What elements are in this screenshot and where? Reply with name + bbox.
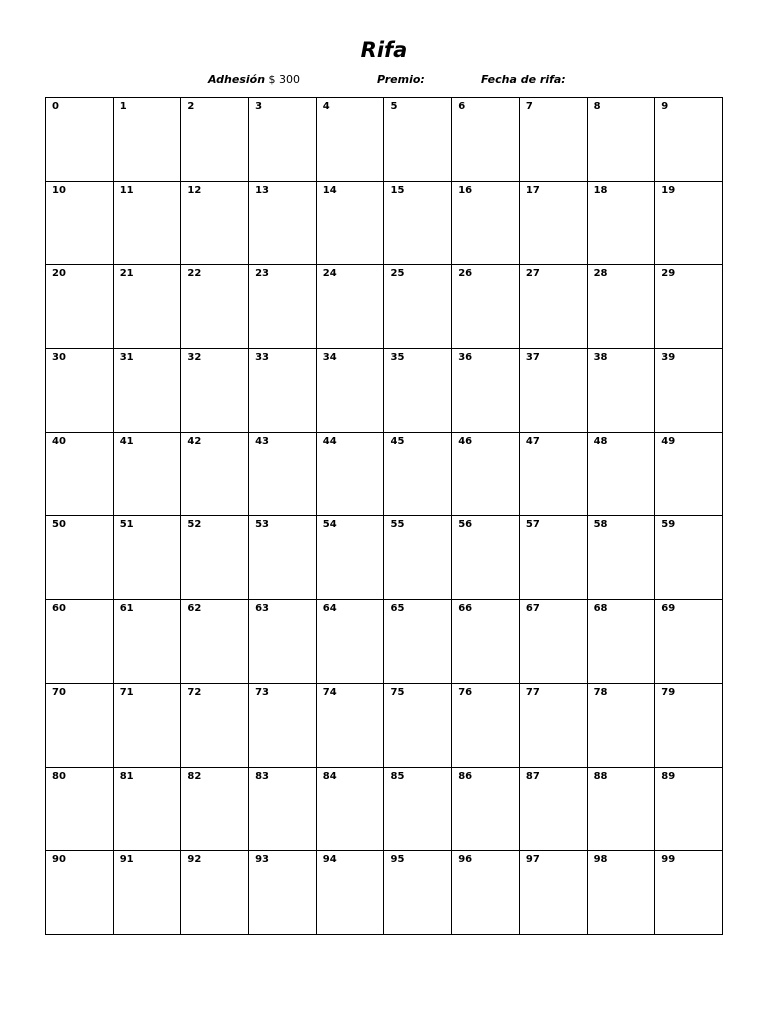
raffle-number: 64 (322, 603, 337, 615)
raffle-cell (181, 433, 249, 517)
raffle-number: 37 (525, 352, 540, 364)
raffle-number: 31 (119, 352, 134, 364)
fecha-info (481, 72, 566, 88)
raffle-number: 91 (119, 854, 134, 866)
raffle-cell (114, 265, 182, 349)
raffle-number: 69 (661, 603, 676, 615)
raffle-cell (46, 516, 114, 600)
raffle-number: 97 (525, 854, 540, 866)
raffle-cell (317, 851, 385, 935)
raffle-cell (317, 600, 385, 684)
raffle-number: 8 (593, 101, 601, 112)
raffle-number: 9 (661, 101, 669, 112)
raffle-cell (588, 600, 656, 684)
raffle-cell (249, 851, 317, 935)
raffle-number: 32 (187, 352, 202, 364)
raffle-cell (181, 684, 249, 768)
raffle-cell (46, 265, 114, 349)
raffle-number: 10 (52, 184, 66, 196)
raffle-number: 63 (255, 603, 270, 615)
raffle-cell (384, 684, 452, 768)
raffle-cell (588, 516, 656, 600)
raffle-cell (249, 182, 317, 266)
raffle-cell (655, 182, 723, 266)
raffle-number: 93 (255, 854, 270, 866)
raffle-cell (655, 516, 723, 600)
raffle-cell (520, 768, 588, 852)
raffle-cell (181, 851, 249, 935)
raffle-number: 80 (52, 770, 66, 782)
raffle-number: 71 (119, 686, 134, 698)
raffle-cell (655, 600, 723, 684)
raffle-cell (655, 768, 723, 852)
raffle-cell (46, 98, 114, 182)
raffle-cell (384, 433, 452, 517)
raffle-cell (317, 684, 385, 768)
raffle-number: 98 (593, 854, 608, 866)
raffle-number: 20 (52, 268, 66, 280)
raffle-cell (114, 768, 182, 852)
raffle-number: 26 (458, 268, 473, 280)
raffle-number: 13 (255, 184, 270, 196)
raffle-number: 25 (390, 268, 405, 280)
raffle-cell (384, 349, 452, 433)
raffle-cell (317, 516, 385, 600)
raffle-cell (114, 851, 182, 935)
raffle-number: 41 (119, 435, 134, 447)
raffle-cell (181, 182, 249, 266)
raffle-number: 83 (255, 770, 270, 782)
raffle-number: 95 (390, 854, 405, 866)
fecha-label: Fecha de rifa: (481, 73, 566, 86)
raffle-cell (655, 349, 723, 433)
raffle-number: 70 (52, 686, 66, 698)
raffle-cell (452, 516, 520, 600)
raffle-number: 57 (525, 519, 540, 531)
raffle-number: 58 (593, 519, 608, 531)
raffle-cell (46, 600, 114, 684)
raffle-number: 40 (52, 435, 66, 447)
raffle-cell (317, 98, 385, 182)
raffle-number: 6 (458, 101, 466, 112)
raffle-cell (588, 182, 656, 266)
raffle-cell (588, 768, 656, 852)
raffle-cell (317, 349, 385, 433)
raffle-number: 44 (322, 435, 337, 447)
raffle-cell (588, 98, 656, 182)
raffle-cell (114, 349, 182, 433)
premio-info (377, 72, 425, 88)
raffle-number: 38 (593, 352, 608, 364)
raffle-cell (655, 98, 723, 182)
raffle-number: 65 (390, 603, 405, 615)
raffle-cell (249, 98, 317, 182)
raffle-cell (114, 516, 182, 600)
raffle-cell (46, 349, 114, 433)
raffle-cell (452, 684, 520, 768)
adhesion-label: Adhesión (208, 73, 266, 86)
raffle-cell (384, 98, 452, 182)
raffle-number: 74 (322, 686, 337, 698)
raffle-cell (249, 349, 317, 433)
raffle-cell (46, 768, 114, 852)
raffle-number: 5 (390, 101, 398, 112)
raffle-number: 92 (187, 854, 202, 866)
raffle-cell (452, 265, 520, 349)
raffle-number: 68 (593, 603, 608, 615)
raffle-number: 21 (119, 268, 134, 280)
raffle-cell (249, 600, 317, 684)
raffle-number: 27 (525, 268, 540, 280)
raffle-number: 72 (187, 686, 202, 698)
raffle-number: 29 (661, 268, 676, 280)
raffle-cell (384, 851, 452, 935)
raffle-cell (452, 98, 520, 182)
raffle-cell (655, 851, 723, 935)
raffle-number: 81 (119, 770, 134, 782)
raffle-number: 39 (661, 352, 676, 364)
raffle-grid (45, 97, 723, 935)
page-title: Rifa (360, 38, 408, 62)
raffle-cell (384, 265, 452, 349)
raffle-number: 11 (119, 184, 134, 196)
raffle-cell (249, 768, 317, 852)
raffle-number: 61 (119, 603, 134, 615)
raffle-cell (384, 182, 452, 266)
raffle-cell (181, 516, 249, 600)
raffle-cell (249, 684, 317, 768)
raffle-number: 50 (52, 519, 66, 531)
raffle-number: 87 (525, 770, 540, 782)
raffle-cell (520, 265, 588, 349)
raffle-cell (452, 851, 520, 935)
raffle-cell (46, 684, 114, 768)
raffle-cell (317, 182, 385, 266)
raffle-cell (317, 433, 385, 517)
raffle-number: 18 (593, 184, 608, 196)
raffle-cell (249, 433, 317, 517)
raffle-number: 4 (322, 101, 330, 112)
raffle-cell (384, 768, 452, 852)
raffle-number: 82 (187, 770, 202, 782)
raffle-cell (520, 684, 588, 768)
raffle-number: 42 (187, 435, 202, 447)
raffle-cell (452, 600, 520, 684)
raffle-number: 15 (390, 184, 405, 196)
raffle-number: 0 (52, 101, 59, 112)
raffle-cell (520, 851, 588, 935)
raffle-cell (114, 182, 182, 266)
raffle-number: 35 (390, 352, 405, 364)
raffle-cell (317, 265, 385, 349)
raffle-cell (520, 433, 588, 517)
raffle-number: 16 (458, 184, 473, 196)
raffle-number: 66 (458, 603, 473, 615)
raffle-number: 7 (525, 101, 533, 112)
raffle-number: 78 (593, 686, 608, 698)
raffle-number: 75 (390, 686, 405, 698)
raffle-number: 89 (661, 770, 676, 782)
raffle-number: 28 (593, 268, 608, 280)
raffle-number: 45 (390, 435, 405, 447)
raffle-cell (249, 516, 317, 600)
raffle-cell (317, 768, 385, 852)
raffle-number: 99 (661, 854, 676, 866)
raffle-number: 43 (255, 435, 270, 447)
raffle-number: 55 (390, 519, 405, 531)
raffle-cell (181, 600, 249, 684)
raffle-number: 85 (390, 770, 405, 782)
raffle-cell (46, 433, 114, 517)
raffle-number: 73 (255, 686, 270, 698)
raffle-number: 88 (593, 770, 608, 782)
raffle-cell (520, 600, 588, 684)
raffle-number: 14 (322, 184, 337, 196)
raffle-number: 12 (187, 184, 202, 196)
raffle-number: 49 (661, 435, 676, 447)
raffle-cell (384, 516, 452, 600)
raffle-cell (181, 98, 249, 182)
raffle-number: 52 (187, 519, 202, 531)
raffle-number: 3 (255, 101, 263, 112)
raffle-number: 46 (458, 435, 473, 447)
raffle-cell (655, 684, 723, 768)
raffle-cell (114, 600, 182, 684)
raffle-cell (452, 768, 520, 852)
raffle-number: 48 (593, 435, 608, 447)
raffle-cell (46, 182, 114, 266)
raffle-cell (588, 433, 656, 517)
raffle-cell (520, 182, 588, 266)
raffle-cell (520, 349, 588, 433)
raffle-cell (181, 768, 249, 852)
raffle-number: 33 (255, 352, 270, 364)
raffle-number: 36 (458, 352, 473, 364)
raffle-cell (452, 349, 520, 433)
raffle-number: 51 (119, 519, 134, 531)
raffle-number: 59 (661, 519, 676, 531)
raffle-number: 2 (187, 101, 195, 112)
raffle-number: 77 (525, 686, 540, 698)
raffle-number: 30 (52, 352, 66, 364)
raffle-cell (520, 516, 588, 600)
raffle-number: 47 (525, 435, 540, 447)
raffle-number: 62 (187, 603, 202, 615)
raffle-cell (249, 265, 317, 349)
raffle-number: 94 (322, 854, 337, 866)
raffle-cell (452, 182, 520, 266)
raffle-number: 84 (322, 770, 337, 782)
raffle-number: 56 (458, 519, 473, 531)
raffle-number: 67 (525, 603, 540, 615)
adhesion-value: $ 300 (268, 73, 301, 86)
raffle-cell (114, 98, 182, 182)
raffle-cell (181, 349, 249, 433)
raffle-number: 22 (187, 268, 202, 280)
raffle-number: 90 (52, 854, 66, 866)
raffle-number: 19 (661, 184, 676, 196)
raffle-cell (181, 265, 249, 349)
raffle-number: 1 (119, 101, 127, 112)
raffle-number: 53 (255, 519, 270, 531)
raffle-number: 24 (322, 268, 337, 280)
raffle-number: 79 (661, 686, 676, 698)
raffle-cell (588, 684, 656, 768)
raffle-cell (655, 433, 723, 517)
raffle-number: 60 (52, 603, 66, 615)
raffle-cell (452, 433, 520, 517)
raffle-cell (588, 851, 656, 935)
raffle-cell (655, 265, 723, 349)
raffle-number: 34 (322, 352, 337, 364)
raffle-number: 86 (458, 770, 473, 782)
raffle-number: 17 (525, 184, 540, 196)
raffle-cell (384, 600, 452, 684)
premio-label: Premio: (377, 73, 425, 86)
raffle-number: 54 (322, 519, 337, 531)
raffle-number: 76 (458, 686, 473, 698)
raffle-cell (114, 433, 182, 517)
raffle-cell (588, 349, 656, 433)
raffle-number: 96 (458, 854, 473, 866)
raffle-cell (520, 98, 588, 182)
raffle-cell (46, 851, 114, 935)
adhesion-info (208, 72, 300, 88)
raffle-cell (588, 265, 656, 349)
raffle-cell (114, 684, 182, 768)
raffle-number: 23 (255, 268, 270, 280)
